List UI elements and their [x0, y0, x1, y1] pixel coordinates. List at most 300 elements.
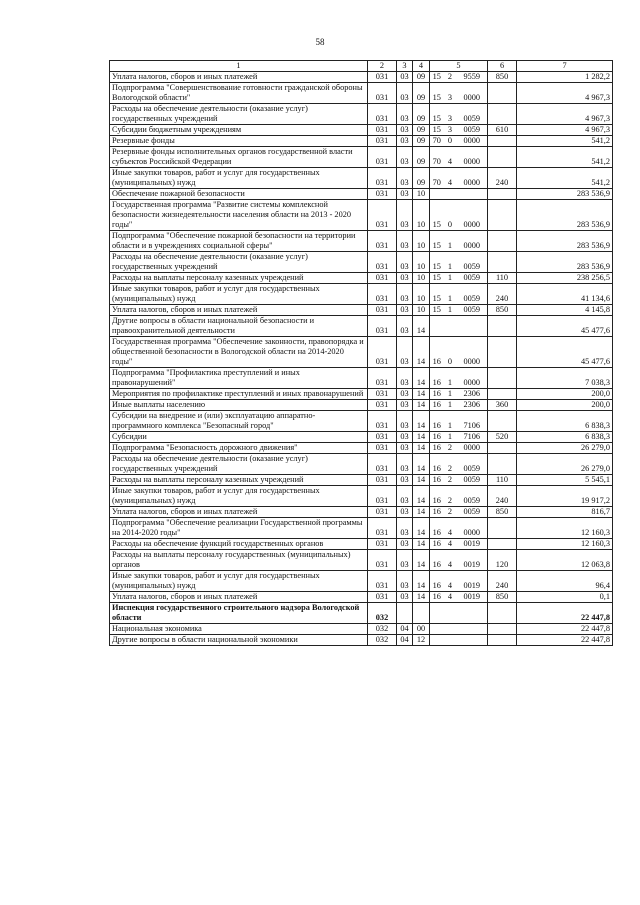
cell-target-program: 16 [430, 389, 444, 400]
cell-subsection: 14 [413, 592, 430, 603]
cell-amount: 200,0 [517, 389, 613, 400]
cell-target-subprogram: 2 [444, 443, 457, 454]
cell-name: Расходы на обеспечение деятельности (оказание услуг) государственных учреждений [110, 252, 368, 273]
cell-target-program [430, 603, 444, 624]
cell-target-subprogram: 4 [444, 539, 457, 550]
cell-target-program: 16 [430, 432, 444, 443]
cell-section: 03 [397, 454, 413, 475]
cell-expense-type: 850 [488, 72, 517, 83]
cell-subsection: 14 [413, 475, 430, 486]
cell-target-program: 15 [430, 104, 444, 125]
cell-section: 03 [397, 125, 413, 136]
cell-name: Резервные фонды [110, 136, 368, 147]
cell-expense-type [488, 539, 517, 550]
header-cell-3: 3 [397, 61, 413, 72]
cell-target-program: 15 [430, 83, 444, 104]
cell-ved: 031 [368, 83, 397, 104]
cell-amount: 238 256,5 [517, 273, 613, 284]
cell-subsection: 10 [413, 200, 430, 231]
cell-target-subprogram: 1 [444, 368, 457, 389]
cell-target-subprogram: 1 [444, 231, 457, 252]
cell-name: Мероприятия по профилактике преступлений и иных правонарушений [110, 389, 368, 400]
cell-ved: 031 [368, 400, 397, 411]
cell-amount: 283 536,9 [517, 231, 613, 252]
cell-ved: 031 [368, 571, 397, 592]
cell-target-program: 16 [430, 454, 444, 475]
table-row [110, 316, 613, 337]
cell-expense-type: 240 [488, 168, 517, 189]
cell-target-program: 15 [430, 284, 444, 305]
cell-subsection: 09 [413, 104, 430, 125]
table-row [110, 200, 613, 231]
cell-name: Подпрограмма "Обеспечение пожарной безопасности на территории области и в учреждениях социальной сферы" [110, 231, 368, 252]
cell-amount: 283 536,9 [517, 252, 613, 273]
cell-subsection: 14 [413, 507, 430, 518]
cell-subsection: 14 [413, 400, 430, 411]
cell-target-subprogram [444, 624, 457, 635]
cell-name: Подпрограмма "Безопасность дорожного движения" [110, 443, 368, 454]
table-row [110, 273, 613, 284]
table-row [110, 539, 613, 550]
cell-section: 03 [397, 475, 413, 486]
cell-ved: 031 [368, 147, 397, 168]
cell-expense-type [488, 231, 517, 252]
cell-ved: 031 [368, 454, 397, 475]
cell-amount: 6 838,3 [517, 432, 613, 443]
cell-subsection: 12 [413, 635, 430, 646]
table-row [110, 104, 613, 125]
cell-amount: 96,4 [517, 571, 613, 592]
cell-amount: 12 063,8 [517, 550, 613, 571]
cell-ved: 031 [368, 136, 397, 147]
cell-target-direction: 0059 [457, 475, 488, 486]
cell-subsection: 14 [413, 368, 430, 389]
cell-name: Другие вопросы в области национальной безопасности и правоохранительной деятельности [110, 316, 368, 337]
cell-target-direction: 0000 [457, 83, 488, 104]
cell-ved: 031 [368, 125, 397, 136]
cell-target-program: 15 [430, 231, 444, 252]
cell-ved: 031 [368, 284, 397, 305]
cell-target-subprogram: 0 [444, 200, 457, 231]
cell-target-subprogram: 0 [444, 337, 457, 368]
cell-target-direction: 0059 [457, 305, 488, 316]
cell-subsection: 10 [413, 252, 430, 273]
table-row [110, 550, 613, 571]
cell-expense-type: 240 [488, 571, 517, 592]
cell-section: 03 [397, 411, 413, 432]
cell-expense-type [488, 136, 517, 147]
cell-section: 03 [397, 486, 413, 507]
cell-name: Подпрограмма "Профилактика преступлений и иных правонарушений" [110, 368, 368, 389]
cell-ved: 031 [368, 592, 397, 603]
cell-name: Государственная программа "Обеспечение законности, правопорядка и общественной безопасности в Вологодской области на 2014-2020 годы" [110, 337, 368, 368]
table-row [110, 592, 613, 603]
cell-target-subprogram: 1 [444, 284, 457, 305]
cell-ved: 031 [368, 518, 397, 539]
cell-target-program: 15 [430, 305, 444, 316]
cell-section: 03 [397, 316, 413, 337]
cell-section: 03 [397, 273, 413, 284]
cell-subsection: 14 [413, 411, 430, 432]
cell-expense-type: 110 [488, 273, 517, 284]
cell-subsection: 14 [413, 571, 430, 592]
cell-target-program: 15 [430, 72, 444, 83]
cell-expense-type: 110 [488, 475, 517, 486]
cell-target-subprogram: 1 [444, 389, 457, 400]
cell-name: Резервные фонды исполнительных органов государственной власти субъектов Российской Федерации [110, 147, 368, 168]
cell-target-subprogram: 1 [444, 432, 457, 443]
cell-expense-type: 520 [488, 432, 517, 443]
cell-section: 03 [397, 200, 413, 231]
cell-subsection: 14 [413, 316, 430, 337]
cell-target-direction: 0000 [457, 518, 488, 539]
cell-amount: 12 160,3 [517, 518, 613, 539]
table-row [110, 305, 613, 316]
cell-subsection: 14 [413, 432, 430, 443]
cell-expense-type [488, 252, 517, 273]
table-row [110, 136, 613, 147]
cell-target-direction: 0019 [457, 592, 488, 603]
cell-name: Инспекция государственного строительного надзора Вологодской области [110, 603, 368, 624]
cell-target-subprogram [444, 603, 457, 624]
cell-target-program [430, 316, 444, 337]
cell-section: 03 [397, 389, 413, 400]
cell-target-subprogram: 4 [444, 147, 457, 168]
cell-target-direction: 0000 [457, 147, 488, 168]
cell-expense-type: 610 [488, 125, 517, 136]
table-row [110, 284, 613, 305]
cell-name: Другие вопросы в области национальной экономики [110, 635, 368, 646]
table-row [110, 443, 613, 454]
cell-target-direction: 0000 [457, 136, 488, 147]
table-row [110, 83, 613, 104]
table-row [110, 454, 613, 475]
cell-amount: 22 447,8 [517, 635, 613, 646]
cell-name: Расходы на выплаты персоналу государственных (муниципальных) органов [110, 550, 368, 571]
cell-target-subprogram: 1 [444, 252, 457, 273]
header-cell-5: 5 [430, 61, 488, 72]
cell-name: Расходы на обеспечение деятельности (оказание услуг) государственных учреждений [110, 454, 368, 475]
cell-section: 03 [397, 83, 413, 104]
cell-target-subprogram: 2 [444, 72, 457, 83]
cell-ved: 031 [368, 443, 397, 454]
cell-target-program: 15 [430, 125, 444, 136]
cell-target-direction: 0059 [457, 486, 488, 507]
table-row [110, 624, 613, 635]
header-cell-2: 2 [368, 61, 397, 72]
cell-target-subprogram: 4 [444, 571, 457, 592]
cell-target-direction: 0059 [457, 507, 488, 518]
table-row [110, 389, 613, 400]
cell-expense-type [488, 316, 517, 337]
cell-subsection [413, 603, 430, 624]
cell-ved: 031 [368, 252, 397, 273]
cell-subsection: 10 [413, 231, 430, 252]
cell-amount: 541,2 [517, 168, 613, 189]
cell-target-subprogram: 3 [444, 83, 457, 104]
cell-target-direction: 0019 [457, 571, 488, 592]
cell-section [397, 603, 413, 624]
cell-ved: 031 [368, 389, 397, 400]
cell-target-subprogram [444, 316, 457, 337]
cell-ved: 031 [368, 368, 397, 389]
cell-expense-type: 240 [488, 486, 517, 507]
cell-amount: 1 282,2 [517, 72, 613, 83]
cell-target-subprogram: 2 [444, 475, 457, 486]
cell-target-program: 16 [430, 486, 444, 507]
cell-target-subprogram: 2 [444, 486, 457, 507]
cell-expense-type [488, 368, 517, 389]
cell-subsection: 10 [413, 189, 430, 200]
cell-expense-type: 850 [488, 305, 517, 316]
cell-target-direction [457, 316, 488, 337]
table-row [110, 475, 613, 486]
cell-name: Государственная программа "Развитие системы комплексной безопасности жизнедеятельности населения области на 2013 - 2020 годы" [110, 200, 368, 231]
cell-target-program [430, 189, 444, 200]
cell-ved: 032 [368, 603, 397, 624]
cell-amount: 4 967,3 [517, 125, 613, 136]
cell-expense-type: 360 [488, 400, 517, 411]
cell-expense-type [488, 454, 517, 475]
cell-expense-type [488, 411, 517, 432]
cell-name: Обеспечение пожарной безопасности [110, 189, 368, 200]
cell-expense-type [488, 443, 517, 454]
cell-amount: 4 145,8 [517, 305, 613, 316]
table-row [110, 571, 613, 592]
cell-ved: 031 [368, 189, 397, 200]
cell-section: 03 [397, 443, 413, 454]
cell-amount: 5 545,1 [517, 475, 613, 486]
cell-amount: 0,1 [517, 592, 613, 603]
cell-subsection: 09 [413, 83, 430, 104]
header-row [110, 61, 613, 72]
cell-section: 03 [397, 432, 413, 443]
cell-target-direction [457, 624, 488, 635]
cell-target-program: 16 [430, 507, 444, 518]
cell-ved: 031 [368, 72, 397, 83]
cell-ved: 031 [368, 104, 397, 125]
table-row [110, 231, 613, 252]
cell-target-subprogram: 4 [444, 592, 457, 603]
cell-amount: 283 536,9 [517, 200, 613, 231]
cell-target-subprogram: 4 [444, 168, 457, 189]
cell-subsection: 09 [413, 72, 430, 83]
header-cell-6: 6 [488, 61, 517, 72]
cell-target-direction [457, 189, 488, 200]
cell-name: Субсидии на внедрение и (или) эксплуатацию аппаратно-программного комплекса "Безопасный город" [110, 411, 368, 432]
cell-amount: 41 134,6 [517, 284, 613, 305]
cell-expense-type: 850 [488, 507, 517, 518]
cell-ved: 031 [368, 231, 397, 252]
budget-table [109, 60, 613, 646]
cell-amount: 19 917,2 [517, 486, 613, 507]
cell-ved: 032 [368, 635, 397, 646]
table-row [110, 603, 613, 624]
table-row [110, 125, 613, 136]
cell-target-direction: 0000 [457, 200, 488, 231]
cell-name: Уплата налогов, сборов и иных платежей [110, 305, 368, 316]
cell-target-program: 16 [430, 400, 444, 411]
cell-subsection: 14 [413, 486, 430, 507]
table-row [110, 189, 613, 200]
cell-target-direction: 7106 [457, 411, 488, 432]
table-row [110, 368, 613, 389]
cell-ved: 031 [368, 168, 397, 189]
cell-name: Уплата налогов, сборов и иных платежей [110, 507, 368, 518]
cell-section: 03 [397, 368, 413, 389]
cell-target-subprogram: 1 [444, 305, 457, 316]
cell-ved: 031 [368, 411, 397, 432]
cell-section: 03 [397, 284, 413, 305]
cell-section: 03 [397, 136, 413, 147]
cell-expense-type [488, 337, 517, 368]
cell-target-direction [457, 603, 488, 624]
cell-expense-type [488, 83, 517, 104]
cell-section: 03 [397, 539, 413, 550]
header-cell-7: 7 [517, 61, 613, 72]
cell-subsection: 09 [413, 136, 430, 147]
cell-target-direction [457, 635, 488, 646]
cell-amount: 200,0 [517, 400, 613, 411]
cell-ved: 031 [368, 486, 397, 507]
cell-target-direction: 0059 [457, 284, 488, 305]
cell-target-program: 16 [430, 592, 444, 603]
cell-amount: 12 160,3 [517, 539, 613, 550]
cell-target-subprogram: 3 [444, 104, 457, 125]
cell-expense-type [488, 389, 517, 400]
cell-target-direction: 0000 [457, 168, 488, 189]
cell-name: Подпрограмма "Обеспечение реализации Государственной программы на 2014-2020 годы" [110, 518, 368, 539]
cell-target-direction: 0000 [457, 368, 488, 389]
header-cell-1: 1 [110, 61, 368, 72]
table-row [110, 432, 613, 443]
cell-ved: 031 [368, 550, 397, 571]
cell-target-program [430, 624, 444, 635]
cell-expense-type [488, 189, 517, 200]
cell-target-subprogram: 1 [444, 273, 457, 284]
cell-amount: 26 279,0 [517, 454, 613, 475]
cell-target-program: 15 [430, 200, 444, 231]
cell-amount: 4 967,3 [517, 83, 613, 104]
cell-target-direction: 0059 [457, 273, 488, 284]
cell-ved: 031 [368, 432, 397, 443]
cell-target-program: 16 [430, 550, 444, 571]
cell-subsection: 14 [413, 454, 430, 475]
cell-target-subprogram [444, 189, 457, 200]
cell-section: 03 [397, 72, 413, 83]
cell-ved: 031 [368, 200, 397, 231]
cell-target-program: 16 [430, 571, 444, 592]
cell-section: 03 [397, 337, 413, 368]
cell-name: Иные закупки товаров, работ и услуг для государственных (муниципальных) нужд [110, 284, 368, 305]
cell-amount: 816,7 [517, 507, 613, 518]
cell-name: Расходы на выплаты персоналу казенных учреждений [110, 475, 368, 486]
cell-target-direction: 0059 [457, 454, 488, 475]
cell-section: 03 [397, 147, 413, 168]
cell-name: Уплата налогов, сборов и иных платежей [110, 72, 368, 83]
cell-section: 03 [397, 305, 413, 316]
cell-section: 04 [397, 635, 413, 646]
cell-amount: 6 838,3 [517, 411, 613, 432]
table-row [110, 486, 613, 507]
table-row [110, 168, 613, 189]
cell-target-program: 16 [430, 337, 444, 368]
cell-target-program: 15 [430, 273, 444, 284]
cell-target-direction: 0000 [457, 337, 488, 368]
cell-subsection: 14 [413, 539, 430, 550]
cell-ved: 031 [368, 475, 397, 486]
cell-subsection: 00 [413, 624, 430, 635]
cell-target-direction: 2306 [457, 400, 488, 411]
cell-target-subprogram [444, 635, 457, 646]
cell-subsection: 14 [413, 518, 430, 539]
cell-target-subprogram: 1 [444, 411, 457, 432]
cell-target-program: 16 [430, 475, 444, 486]
cell-name: Иные закупки товаров, работ и услуг для государственных (муниципальных) нужд [110, 486, 368, 507]
cell-subsection: 14 [413, 443, 430, 454]
table-row [110, 507, 613, 518]
cell-target-subprogram: 4 [444, 550, 457, 571]
cell-name: Субсидии бюджетным учреждениям [110, 125, 368, 136]
cell-section: 03 [397, 252, 413, 273]
table-row [110, 635, 613, 646]
cell-section: 03 [397, 231, 413, 252]
cell-target-program: 16 [430, 411, 444, 432]
cell-target-subprogram: 3 [444, 125, 457, 136]
cell-section: 03 [397, 550, 413, 571]
cell-target-subprogram: 2 [444, 507, 457, 518]
cell-amount: 4 967,3 [517, 104, 613, 125]
cell-ved: 031 [368, 305, 397, 316]
cell-target-direction: 7106 [457, 432, 488, 443]
cell-name: Расходы на обеспечение функций государственных органов [110, 539, 368, 550]
cell-target-direction: 0019 [457, 550, 488, 571]
cell-expense-type: 240 [488, 284, 517, 305]
cell-name: Иные выплаты населению [110, 400, 368, 411]
cell-ved: 031 [368, 273, 397, 284]
cell-subsection: 14 [413, 337, 430, 368]
cell-ved: 031 [368, 539, 397, 550]
cell-name: Подпрограмма "Совершенствование готовности гражданской обороны Вологодской области" [110, 83, 368, 104]
cell-target-program: 16 [430, 443, 444, 454]
table-row [110, 518, 613, 539]
cell-name: Национальная экономика [110, 624, 368, 635]
cell-subsection: 14 [413, 389, 430, 400]
cell-target-direction: 9559 [457, 72, 488, 83]
cell-section: 03 [397, 518, 413, 539]
cell-subsection: 09 [413, 168, 430, 189]
cell-subsection: 10 [413, 273, 430, 284]
cell-target-subprogram: 1 [444, 400, 457, 411]
page-number: 58 [315, 37, 325, 47]
cell-expense-type [488, 147, 517, 168]
cell-name: Иные закупки товаров, работ и услуг для государственных (муниципальных) нужд [110, 571, 368, 592]
table-row [110, 337, 613, 368]
cell-name: Субсидии [110, 432, 368, 443]
cell-target-program: 16 [430, 368, 444, 389]
table-row [110, 400, 613, 411]
cell-target-program: 70 [430, 168, 444, 189]
cell-target-direction: 0059 [457, 125, 488, 136]
cell-subsection: 09 [413, 125, 430, 136]
cell-amount: 283 536,9 [517, 189, 613, 200]
cell-expense-type: 850 [488, 592, 517, 603]
cell-expense-type [488, 603, 517, 624]
table-row [110, 411, 613, 432]
cell-section: 03 [397, 168, 413, 189]
cell-expense-type [488, 200, 517, 231]
cell-subsection: 10 [413, 284, 430, 305]
